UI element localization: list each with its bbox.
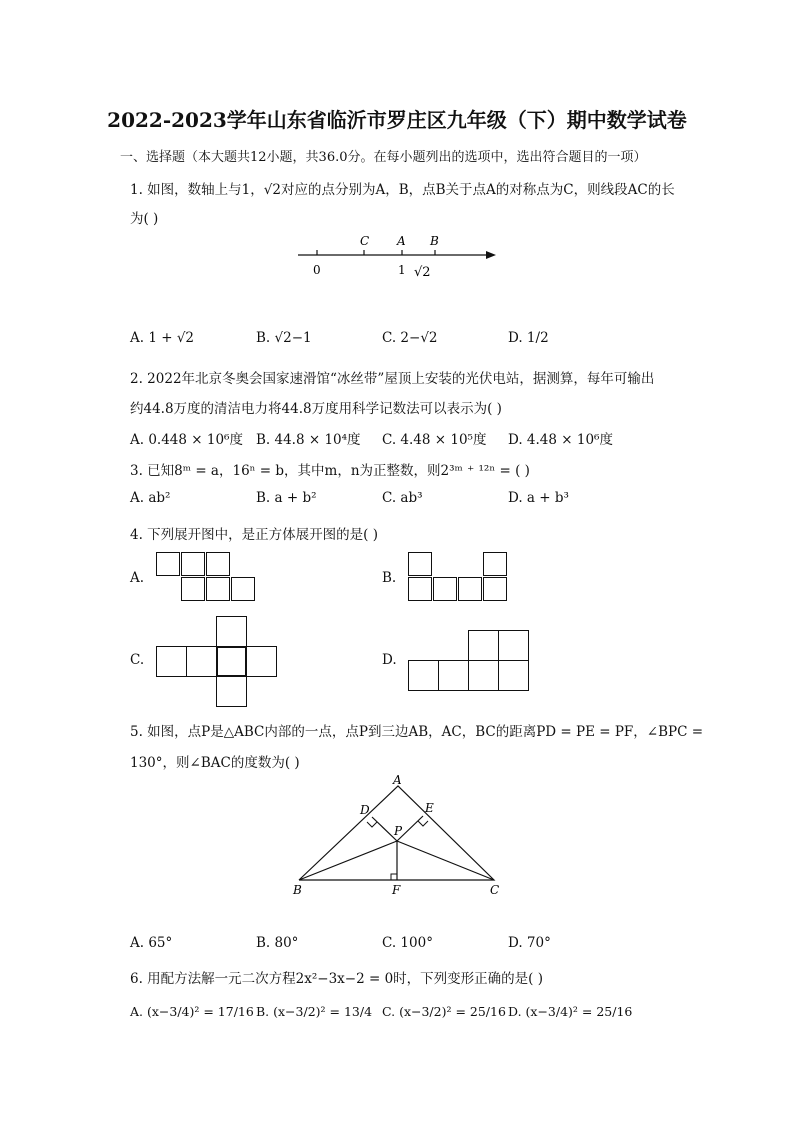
q3-option-d[interactable]: D. a + b³ [508,490,569,506]
net-square [438,660,469,691]
vertex-label-a: A [393,773,402,787]
net-square [186,646,217,677]
q5-option-c[interactable]: C. 100° [382,935,433,951]
section-heading: 一、选择题（本大题共12小题，共36.0分。在每小题列出的选项中，选出符合题目的一项） [120,150,647,165]
q2-option-c[interactable]: C. 4.48 × 10⁵度 [382,432,487,448]
q5-option-b[interactable]: B. 80° [256,935,299,951]
q5-option-a[interactable]: A. 65° [130,935,173,951]
net-square [216,616,247,647]
q1-option-a[interactable]: A. 1 + √2 [130,330,195,346]
point-label-b: B [430,234,439,248]
net-square [181,552,205,576]
net-square [458,577,482,601]
q2-option-b[interactable]: B. 44.8 × 10⁴度 [256,432,361,448]
net-square [408,577,432,601]
q2-option-d[interactable]: D. 4.48 × 10⁶度 [508,432,613,448]
q1-option-d[interactable]: D. 1/2 [508,330,549,346]
net-figure-c [156,616,278,708]
net-square [156,646,187,677]
point-label-p: P [394,824,403,838]
net-square [181,577,205,601]
q6-option-d[interactable]: D. (x−3/4)² = 25/16 [508,1004,633,1019]
number-line-figure [290,228,510,288]
triangle-figure [285,772,515,900]
q3-option-a[interactable]: A. ab² [130,490,171,506]
tick-label-0: 0 [313,263,321,277]
net-square [206,577,230,601]
net-square [498,660,529,691]
q5-stem-line1: 5. 如图，点P是△ABC内部的一点，点P到三边AB，AC，BC的距离PD = PE = PF，∠BPC = [130,724,704,740]
q6-option-b[interactable]: B. (x−3/2)² = 13/4 [256,1004,373,1019]
q3-stem: 3. 已知8ᵐ = a，16ⁿ = b，其中m，n为正整数，则2³ᵐ ⁺ ¹²ⁿ = ( ) [130,463,530,479]
q6-option-a[interactable]: A. (x−3/4)² = 17/16 [130,1004,254,1019]
q6-option-c[interactable]: C. (x−3/2)² = 25/16 [382,1004,506,1019]
net-square [408,660,439,691]
net-square [231,577,255,601]
point-label-f: F [392,883,401,897]
q1-stem-line2: 为( ) [130,211,159,227]
q2-option-a[interactable]: A. 0.448 × 10⁶度 [130,432,243,448]
net-square [216,646,247,677]
q1-stem-line1: 1. 如图，数轴上与1，√2对应的点分别为A，B，点B关于点A的对称点为C，则线段AC的长 [130,182,675,198]
q1-option-c[interactable]: C. 2−√2 [382,330,438,346]
net-square [498,630,529,661]
q5-stem-line2: 130°，则∠BAC的度数为( ) [130,755,300,771]
vertex-label-b: B [293,883,302,897]
page-title: 2022-2023学年山东省临沂市罗庄区九年级（下）期中数学试卷 [107,108,687,132]
q4-stem: 4. 下列展开图中，是正方体展开图的是( ) [130,527,378,543]
point-label-c: C [360,234,370,248]
net-square [206,552,230,576]
q6-stem: 6. 用配方法解一元二次方程2x²−3x−2 = 0时，下列变形正确的是( ) [130,971,544,987]
point-label-e: E [425,801,434,815]
net-square [483,577,507,601]
net-square [156,552,180,576]
q4-option-d[interactable]: D. [382,652,397,668]
q4-option-c[interactable]: C. [130,652,145,668]
tick-label-sqrt2: √2 [414,265,431,280]
q4-option-a[interactable]: A. [130,570,145,586]
net-square [468,630,499,661]
q5-option-d[interactable]: D. 70° [508,935,551,951]
q3-option-c[interactable]: C. ab³ [382,490,423,506]
net-square [433,577,457,601]
q1-option-b[interactable]: B. √2−1 [256,330,312,346]
net-figure-b [408,552,512,604]
point-label-d: D [360,803,370,817]
tick-label-1: 1 [398,263,406,277]
q3-option-b[interactable]: B. a + b² [256,490,317,506]
net-square [246,646,277,677]
net-square [216,676,247,707]
net-figure-a [156,552,260,604]
point-label-a: A [397,234,406,248]
net-square [408,552,432,576]
q2-stem-line1: 2. 2022年北京冬奥会国家速滑馆“冰丝带”屋顶上安装的光伏电站，据测算，每年可输出 [130,371,655,387]
q4-option-b[interactable]: B. [382,570,397,586]
q2-stem-line2: 约44.8万度的清洁电力将44.8万度用科学记数法可以表示为( ) [130,401,502,417]
net-square [483,552,507,576]
net-figure-d [408,630,530,692]
vertex-label-c: C [490,883,500,897]
net-square [468,660,499,691]
